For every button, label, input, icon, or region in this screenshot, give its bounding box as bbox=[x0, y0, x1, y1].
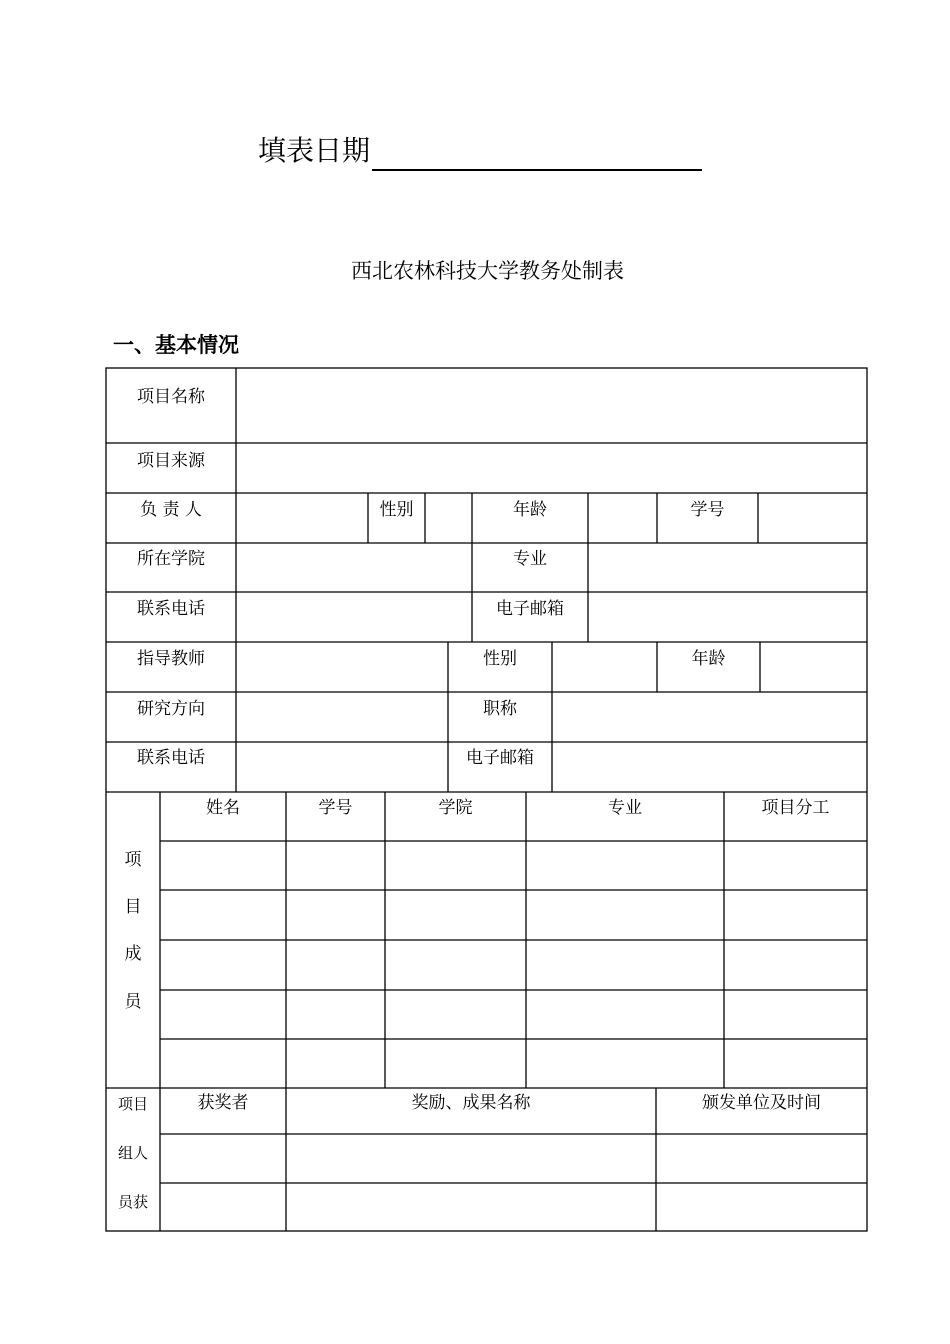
document-maker: 西北农林科技大学教务处制表 bbox=[351, 259, 624, 283]
members-header-student-id: 学号 bbox=[318, 798, 353, 818]
label-project-source: 项目来源 bbox=[137, 451, 205, 471]
members-header-college: 学院 bbox=[438, 798, 473, 818]
members-vertical-label-4: 员 bbox=[124, 992, 142, 1012]
members-header-name: 姓名 bbox=[206, 798, 240, 818]
section-title: 一、基本情况 bbox=[113, 333, 239, 357]
label-advisor-title: 职称 bbox=[483, 699, 517, 719]
label-advisor-email: 电子邮箱 bbox=[466, 748, 534, 768]
label-advisor-gender: 性别 bbox=[483, 649, 517, 669]
members-vertical-label-3: 成 bbox=[124, 944, 142, 964]
members-header-major: 专业 bbox=[608, 798, 642, 818]
awards-header-winner: 获奖者 bbox=[197, 1093, 249, 1113]
fill-date-label: 填表日期 bbox=[258, 134, 371, 167]
label-advisor: 指导教师 bbox=[137, 649, 205, 669]
label-leader: 负 责 人 bbox=[140, 500, 202, 520]
members-vertical-label-2: 目 bbox=[124, 897, 142, 917]
label-leader-student-id: 学号 bbox=[690, 500, 725, 520]
label-leader-age: 年龄 bbox=[513, 500, 547, 520]
label-advisor-age: 年龄 bbox=[691, 649, 726, 669]
label-research-direction: 研究方向 bbox=[137, 699, 205, 719]
members-vertical-label-1: 项 bbox=[124, 850, 142, 870]
label-college: 所在学院 bbox=[137, 549, 205, 569]
label-major: 专业 bbox=[513, 549, 547, 569]
label-project-name: 项目名称 bbox=[137, 387, 205, 407]
awards-vertical-label-2: 组人 bbox=[117, 1144, 148, 1162]
label-leader-gender: 性别 bbox=[379, 500, 414, 520]
awards-vertical-label-3: 员获 bbox=[117, 1193, 148, 1211]
awards-vertical-label-1: 项目 bbox=[117, 1095, 148, 1113]
label-advisor-phone: 联系电话 bbox=[137, 748, 205, 768]
label-leader-email: 电子邮箱 bbox=[496, 599, 564, 619]
label-leader-phone: 联系电话 bbox=[137, 599, 205, 619]
members-header-role: 项目分工 bbox=[761, 798, 830, 818]
awards-header-award-name: 奖励、成果名称 bbox=[411, 1093, 531, 1113]
awards-header-issuer-date: 颁发单位及时间 bbox=[702, 1093, 821, 1113]
